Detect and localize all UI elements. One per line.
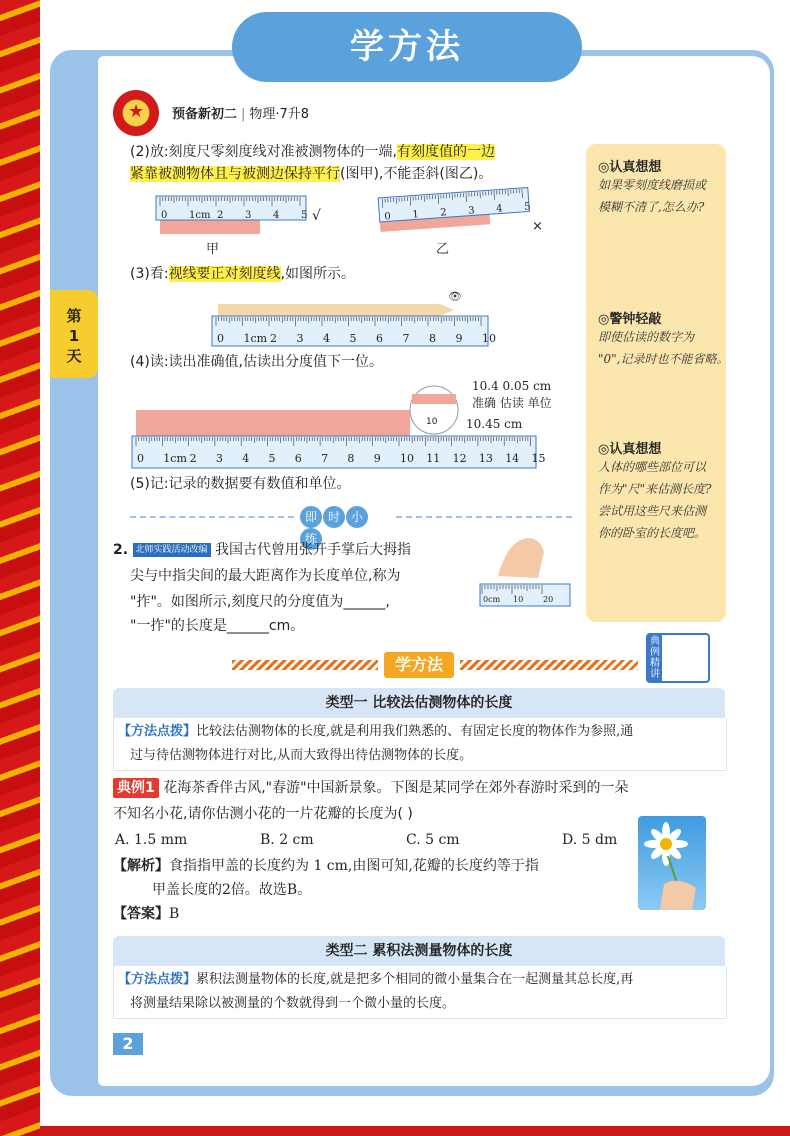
ruler-jia xyxy=(156,196,321,234)
divider-right xyxy=(396,516,572,520)
check-mark: √ xyxy=(312,208,321,224)
ruler-read-label: 6 xyxy=(294,452,302,465)
eye-icon: 👁 xyxy=(448,290,462,303)
fig-jia-label: 甲 xyxy=(206,242,220,257)
side-note-2-line1: 即使估读的数字为 xyxy=(598,330,695,344)
q2-line1: 2. 北师实践活动改编 我国古代曾用张开手掌后大拇指 xyxy=(113,542,411,558)
ruler-jia-label: 4 xyxy=(273,210,280,221)
side-note-3-title: ◎认真想想 xyxy=(598,442,662,457)
ruler-read-label: 8 xyxy=(347,452,355,465)
ruler-jia-label: 0 xyxy=(161,210,168,221)
reading-total: 10.45 cm xyxy=(466,417,523,431)
ruler-read-label: 3 xyxy=(215,452,223,465)
step-record: (5)记:记录的数据要有数值和单位。 xyxy=(130,476,351,492)
ruler-yi-label: 0 xyxy=(384,211,392,223)
option-c: C. 5 cm xyxy=(406,832,460,848)
header-book: 预备新初二 xyxy=(172,107,238,122)
ruler-yi-label: 5 xyxy=(523,201,531,213)
page-title: 学方法 xyxy=(232,12,582,82)
ruler-yi xyxy=(378,187,531,231)
analysis-line1: 【解析】食指指甲盖的长度约为 1 cm,由图可知,花瓣的长度约等于指 xyxy=(113,858,539,874)
ruler-q2-label: 0cm xyxy=(483,595,501,604)
ruler-read-label: 9 xyxy=(373,452,381,465)
reading-note xyxy=(466,378,552,433)
q2-line3: "拃"。如图所示,刻度尺的分度值为______, xyxy=(130,594,390,610)
ruler-read-label: 0 xyxy=(137,452,144,465)
magnifier-label: 10 xyxy=(426,417,438,427)
ruler-see-label: 0 xyxy=(217,332,224,345)
ruler-see-label: 10 xyxy=(482,332,496,345)
type1-tip-line2: 过与待估测物体进行对比,从而大致得出待估测物体的长度。 xyxy=(130,748,473,763)
step-see: (3)看:视线要正对刻度线,如图所示。 xyxy=(130,266,356,282)
type1-title: 类型一 比较法估测物体的长度 xyxy=(113,688,725,718)
fig-yi-label: 乙 xyxy=(436,242,450,257)
side-note-3-line3: 尝试用这些尺来估测 xyxy=(598,504,707,518)
ruler-read-label: 7 xyxy=(321,452,329,465)
answer-line: 【答案】B xyxy=(113,906,180,922)
section-title: 学方法 xyxy=(384,652,454,678)
ruler-read-label: 5 xyxy=(268,452,276,465)
q2-line2: 尖与中指尖间的最大距离作为长度单位,称为 xyxy=(130,568,401,584)
day-tab-line1: 第 xyxy=(66,307,82,325)
ruler-see-label: 5 xyxy=(349,332,357,345)
side-note-2-line2: "0",记录时也不能省略。 xyxy=(598,352,729,366)
day-tab-number: 1 xyxy=(68,327,80,345)
flower-photo xyxy=(638,816,706,910)
bottom-band xyxy=(40,1126,790,1136)
ruler-see-label: 6 xyxy=(376,332,383,345)
example1-line2: 不知名小花,请你估测小花的一片花瓣的长度为( ) xyxy=(113,806,413,822)
ruler-see-label: 7 xyxy=(402,332,410,345)
ruler-read-label: 1cm xyxy=(163,452,187,465)
analysis-line2: 甲盖长度的2倍。故选B。 xyxy=(152,882,312,898)
ruler-yi-label: 4 xyxy=(495,203,503,215)
step-read: (4)读:读出准确值,估读出分度值下一位。 xyxy=(130,354,383,370)
ruler-jia-label: 3 xyxy=(245,210,252,221)
header-subject: 物理·7升8 xyxy=(249,107,310,122)
ruler-q2-label: 10 xyxy=(513,595,524,604)
side-note-1-line1: 如果零刻度线磨损或 xyxy=(598,178,707,192)
side-note-1-line2: 模糊不清了,怎么办? xyxy=(598,200,705,214)
ruler-see-label: 3 xyxy=(296,332,304,345)
reading-values: 10.4 0.05 cm xyxy=(472,379,552,393)
example1-line1: 典例1 花海茶香伴古风,"春游"中国新景象。下图是某同学在郊外春游时采到的一朵 xyxy=(113,778,629,798)
ruler-read-label: 11 xyxy=(426,452,441,465)
type2-title: 类型二 累积法测量物体的长度 xyxy=(113,936,725,966)
type2-tip-line2: 将测量结果除以被测量的个数就得到一个微小量的长度。 xyxy=(130,996,456,1011)
ruler-see-label: 2 xyxy=(270,332,277,345)
ruler-yi-label: 2 xyxy=(439,207,448,219)
day-tab-line3: 天 xyxy=(66,347,82,365)
page-number: 2 xyxy=(113,1033,143,1055)
ruler-yi-label: 3 xyxy=(467,205,476,217)
ruler-see-label: 4 xyxy=(323,332,330,345)
q2-number: 2. xyxy=(113,542,129,558)
side-note-1-title: ◎认真想想 xyxy=(598,160,662,175)
cross-mark: × xyxy=(532,219,543,234)
option-a: A. 1.5 mm xyxy=(115,832,188,848)
example-tag-label: 典例精讲 xyxy=(650,636,660,680)
ruler-yi-label: 1 xyxy=(412,209,420,221)
day-tab xyxy=(50,290,98,378)
ruler-see-label: 9 xyxy=(455,332,463,345)
practice-badge: 即 时 小练 xyxy=(300,506,390,528)
step-put-line1: (2)放:刻度尺零刻度线对准被测物体的一端,有刻度值的一边 xyxy=(130,144,495,160)
ruler-see-label: 8 xyxy=(429,332,436,345)
q2-line4: "一拃"的长度是______cm。 xyxy=(130,618,305,634)
star-icon: ★ xyxy=(128,101,145,122)
ruler-jia-label: 5 xyxy=(301,210,308,221)
section-deco-right xyxy=(460,660,638,670)
ruler-jia-label: 1cm xyxy=(189,210,211,221)
section-deco-left xyxy=(232,660,378,670)
q2-source-tag: 北师实践活动改编 xyxy=(133,543,211,557)
ruler-see xyxy=(210,290,500,348)
ruler-read-label: 14 xyxy=(505,452,520,465)
ruler-read-label: 2 xyxy=(189,452,197,465)
ruler-see-label: 1cm xyxy=(243,332,268,345)
side-note-3-line2: 作为"尺"来估测长度? xyxy=(598,482,712,496)
side-note-2-title: ◎警钟轻敲 xyxy=(598,312,662,327)
book-logo xyxy=(113,90,159,136)
side-note-3-line1: 人体的哪些部位可以 xyxy=(598,460,707,474)
reading-names: 准确 估读 单位 xyxy=(472,396,552,410)
step-put-line2: 紧靠被测物体且与被测边保持平行(图甲),不能歪斜(图乙)。 xyxy=(130,166,493,182)
ruler-q2-label: 20 xyxy=(543,595,554,604)
ruler-read-label: 15 xyxy=(531,452,546,465)
daisy-icon xyxy=(638,816,706,910)
ruler-read-label: 4 xyxy=(242,452,250,465)
ruler-read-label: 12 xyxy=(452,452,467,465)
hand-ruler-figure xyxy=(478,530,572,608)
type1-tip-line1: 【方法点拨】比较法估测物体的长度,就是利用我们熟悉的、有固定长度的物体作为参照,通 xyxy=(118,724,634,739)
ruler-read-label: 10 xyxy=(400,452,414,465)
side-note-3-line4: 你的卧室的长度吧。 xyxy=(598,526,707,540)
example-tag xyxy=(646,633,710,683)
ruler-read-label: 13 xyxy=(478,452,493,465)
ruler-jia-label: 2 xyxy=(217,210,224,221)
option-d: D. 5 dm xyxy=(562,832,618,848)
header: 预备新初二 | 物理·7升8 xyxy=(172,107,310,122)
decorative-ribbon xyxy=(0,0,40,1136)
divider-left xyxy=(130,516,294,520)
option-b: B. 2 cm xyxy=(260,832,314,848)
type2-tip-line1: 【方法点拨】累积法测量物体的长度,就是把多个相同的微小量集合在一起测量其总长度,再 xyxy=(118,972,634,987)
hand-shape xyxy=(498,538,544,578)
